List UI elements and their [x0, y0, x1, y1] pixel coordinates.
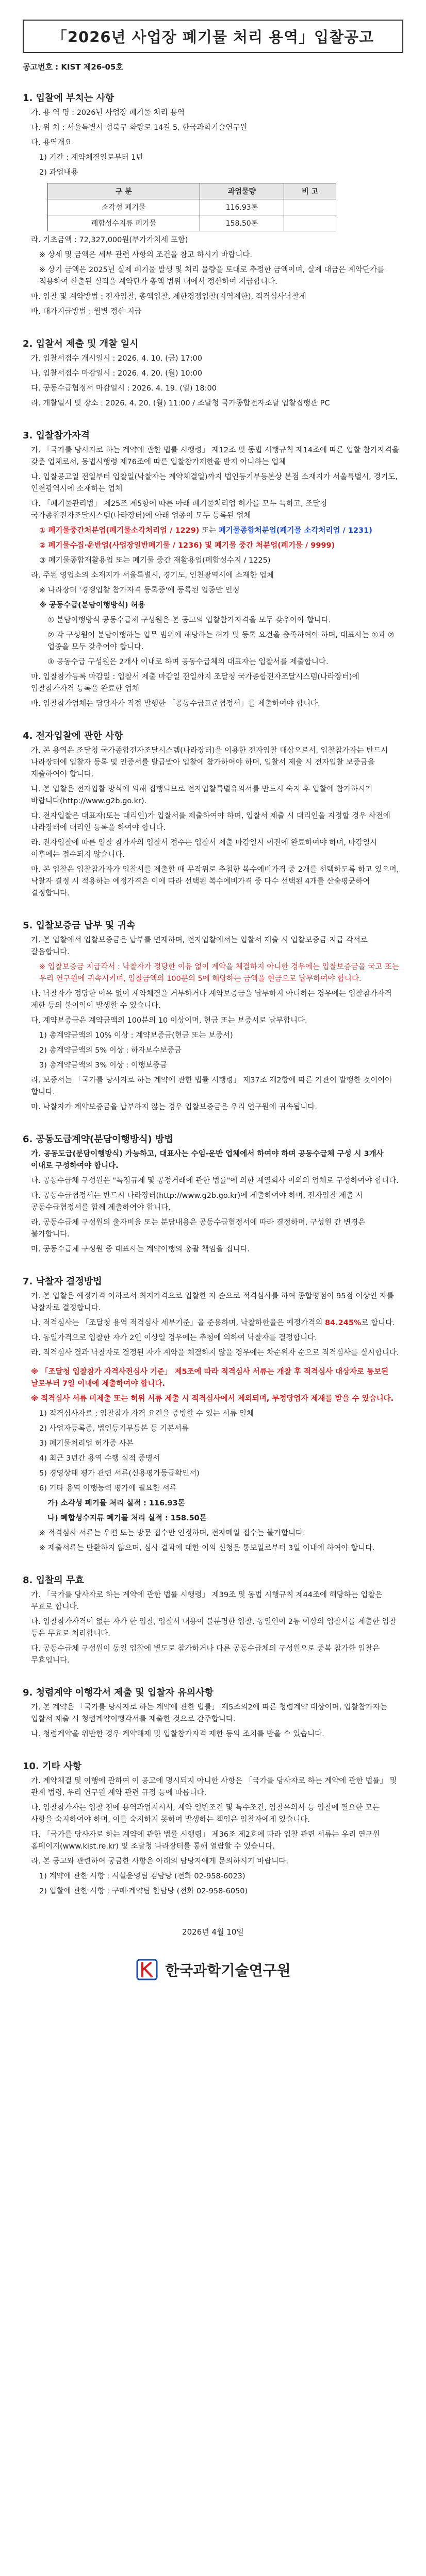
- award-item: 다. 동일가격으로 입찰한 자가 2인 이상일 경우에는 추첨에 의하여 낙찰자를 결정합니다.: [31, 1334, 317, 1342]
- location: 나. 위 치 : 서울특별시 성북구 화랑로 14길 5, 한국과학기술연구원: [31, 124, 248, 132]
- schedule-item: 가. 입찰서접수 개시일시 : 2026. 4. 10. (금) 17:00: [31, 354, 202, 363]
- section-title-2: 2. 입찰서 제출 및 개찰 일시: [23, 338, 139, 349]
- deposit-note: ※ 입찰보증금 지급각서 : 낙찰자가 정당한 이유 없이 계약을 체결하지 아니한 경우에는 입찰보증금을 국고 또는 우리 연구원에 귀속시키며, 입찰금액의 100분의 5에 해당하는 금액을 현금으로 납부하여야 합니다.: [39, 963, 399, 983]
- integrity-item: 나. 청렴계약을 위반한 경우 계약해제 및 입찰참가자격 제한 등의 조치를 받을 수 있습니다.: [31, 1730, 324, 1738]
- deposit-subitem: 1) 총계약금액의 10% 이상 : 계약보증금(현금 또는 보증서): [39, 1031, 233, 1040]
- screening-doc: 2) 사업자등록증, 법인등기부등본 등 기본서류: [39, 1425, 189, 1433]
- license-or: 또는: [202, 527, 217, 535]
- notice-date: 2026년 4월 10일: [182, 1927, 244, 1937]
- screening-note: ※ 「조달청 입찰참가 자격사전심사 기준」 제5조에 따라 적격심사 서류는 개찰 후 적격심사 대상자로 통보된 날로부터 7일 이내에 제출하여야 합니다.: [31, 1368, 389, 1388]
- section-title-8: 8. 입찰의 무효: [23, 1575, 84, 1586]
- qualification-item: 마. 입찰참가등록 마감일 : 입찰서 제출 마감일 전일까지 조달청 국가종합전자조달시스템(나라장터)에 입찰참가자격 등록을 완료한 업체: [31, 673, 359, 693]
- table-row: [48, 199, 336, 215]
- other-item: 나. 입찰참가자는 입찰 전에 용역과업지시서, 계약 일반조건 및 특수조건, 입찰유의서 등 입찰에 필요한 모든 사항을 숙지하여야 하며, 이를 숙지하지 못하여 발생하는 책임은 입찰자에게 있습니다.: [31, 1804, 380, 1824]
- section-title-6: 6. 공동도급계약(분담이행방식) 방법: [23, 1134, 173, 1145]
- kist-logo-icon: [135, 1958, 159, 1981]
- screening-note: ※ 제출서류는 반환하지 않으며, 심사 결과에 대한 이의 신청은 통보일로부터 3일 이내에 하여야 합니다.: [39, 1544, 375, 1552]
- table-header: 구 분: [48, 183, 200, 199]
- base-amount: 라. 기초금액 : 72,327,000원(부가가치세 포함): [31, 236, 188, 244]
- deposit-item: 마. 낙찰자가 계약보증금을 납부하지 않는 경우 입찰보증금은 우리 연구원에 귀속됩니다.: [31, 1103, 317, 1111]
- award-rate-tail: 로 합니다.: [361, 1319, 395, 1327]
- invalid-bid-item: 가. 「국가를 당사자로 하는 계약에 관한 법률 시행령」 제39조 및 동법 시행규칙 제44조에 해당하는 입찰은 무효로 합니다.: [31, 1591, 383, 1611]
- joint-contract-item: 라. 공동수급체 구성원의 출자비율 또는 분담내용은 공동수급협정서에 따라 결정하며, 구성원 간 변경은 불가합니다.: [31, 1218, 366, 1239]
- joint-contract-item: 가. 공동도급(분담이행방식) 가능하고, 대표사는 수임·운반 업체에서 하여야 하며 공동수급체 구성 시 3개사 이내로 구성하여야 합니다.: [31, 1150, 384, 1170]
- table-header: 비 고: [284, 183, 336, 199]
- award-rate: 84.245%: [324, 1319, 362, 1327]
- table-row: [48, 215, 336, 231]
- section-title-5: 5. 입찰보증금 납부 및 귀속: [23, 920, 136, 931]
- note: ① 분담이행방식 공동수급체 구성원은 본 공고의 입찰참가자격을 모두 갖추어야 합니다.: [47, 616, 331, 624]
- other-item: 가. 계약체결 및 이행에 관하여 이 공고에 명시되지 아니한 사항은 「국가를 당사자로 하는 계약에 관한 법률」 및 관계 법령, 우리 연구원 계약 관련 규정 등에 따릅니다.: [31, 1777, 397, 1797]
- section-title-4: 4. 전자입찰에 관한 사항: [23, 731, 123, 741]
- table-cell: [284, 215, 336, 231]
- screening-doc: 6) 기타 용역 이행능력 평가에 필요한 서류: [39, 1484, 177, 1493]
- footer: [23, 1958, 403, 1981]
- section-title-3: 3. 입찰참가자격: [23, 430, 90, 441]
- notice-title: 「2026년 사업장 폐기물 처리 용역」입찰공고: [23, 20, 403, 53]
- screening-note: ※ 적격심사 서류는 우편 또는 방문 접수만 인정하며, 전자메일 접수는 불가합니다.: [39, 1529, 305, 1537]
- screening-volume: 가) 소각성 폐기물 처리 실적 : 116.93톤: [47, 1499, 185, 1507]
- joint-contract-item: 마. 공동수급체 구성원 중 대표사는 계약이행의 총괄 책임을 집니다.: [31, 1245, 250, 1253]
- screening-doc: 1) 적격심사자료 : 입찰참가 자격 요건을 증빙할 수 있는 서류 일체: [39, 1410, 254, 1418]
- table-cell: [284, 199, 336, 215]
- schedule-item: 라. 개찰일시 및 장소 : 2026. 4. 20. (월) 11:00 / 조달청 국가종합전자조달 입찰집행관 PC: [31, 399, 330, 408]
- schedule-item: 다. 공동수급협정서 마감일시 : 2026. 4. 19. (일) 18:00: [31, 384, 217, 393]
- license-item: ② 폐기물수집·운반업(사업장일반폐기물 / 1236) 및 폐기물 중간 처분업(폐기물 / 9999): [39, 541, 335, 550]
- other-item: 라. 본 공고와 관련하여 궁금한 사항은 아래의 담당자에게 문의하시기 바랍니다.: [31, 1857, 288, 1866]
- service-overview: 다. 용역개요: [31, 139, 72, 147]
- e-bid-item: 나. 본 입찰은 전자입찰 방식에 의해 집행되므로 전자입찰특별유의서를 반드시 숙지 후 입찰에 참가하시기 바랍니다(http://www.g2b.go.kr).: [31, 785, 373, 805]
- table-cell: 116.93톤: [200, 199, 284, 215]
- contract-method: 마. 입찰 및 계약방법 : 전자입찰, 총액입찰, 제한경쟁입찰(지역제한), 적격심사낙찰제: [31, 293, 306, 301]
- contact-item: 2) 입찰에 관한 사항 : 구매·계약팀 한담당 (전화 02-958-6050): [39, 1887, 248, 1895]
- table-cell: 폐합성수지류 폐기물: [48, 215, 200, 231]
- joint-contract-item: 나. 공동수급체 구성원은 "독점규제 및 공정거래에 관한 법률"에 의한 계열회사 이외의 업체로 구성하여야 합니다.: [31, 1177, 399, 1185]
- section-title-10: 10. 기타 사항: [23, 1761, 81, 1772]
- integrity-item: 가. 본 계약은 「국가를 당사자로 하는 계약에 관한 법률」 제5조의2에 따른 청렴계약 대상이며, 입찰참가자는 입찰서 제출 시 청렴계약이행각서를 제출한 것으로 간주합니다.: [31, 1703, 387, 1723]
- award-item: [23, 1317, 403, 1329]
- note: ② 각 구성원이 분담이행하는 업무 범위에 해당하는 허가 및 등록 요건을 충족하여야 하며, 대표사는 ①과 ② 업종을 모두 갖추어야 합니다.: [47, 631, 395, 651]
- screening-doc: 3) 폐기물처리업 허가증 사본: [39, 1439, 134, 1448]
- screening-volume: 나) 폐합성수지류 폐기물 처리 실적 : 158.50톤: [47, 1514, 207, 1522]
- notice-page: [0, 20, 426, 2576]
- section-title-1: 1. 입찰에 부치는 사항: [23, 93, 114, 104]
- section-title-9: 9. 청렴계약 이행각서 제출 및 입찰자 유의사항: [23, 1687, 214, 1698]
- table-cell: 158.50톤: [200, 215, 284, 231]
- license-red: ① 폐기물중간처분업(폐기물소각처리업 / 1229): [39, 527, 200, 535]
- e-bid-item: 가. 본 용역은 조달청 국가종합전자조달시스템(나라장터)을 이용한 전자입찰 대상으로서, 입찰참가자는 반드시 나라장터에 입찰자 등록 및 인증서를 발급받아 입찰에 참가하여야 하며, 입찰서 제출 시 전자입찰 보증금을 제출하여야 합니다.: [31, 747, 388, 778]
- screening-doc: 5) 경영상태 평가 관련 서류(신용평가등급확인서): [39, 1469, 200, 1478]
- invalid-bid-item: 다. 공동수급체 구성원이 동일 입찰에 별도로 참가하거나 다른 공동수급체의 구성원으로 중복 참가한 입찰은 무효입니다.: [31, 1645, 380, 1665]
- payment-method: 바. 대가지급방법 : 월별 정산 지급: [31, 308, 142, 316]
- deposit-item: 다. 계약보증금은 계약금액의 100분의 10 이상이며, 현금 또는 보증서로 납부합니다.: [31, 1016, 307, 1025]
- note: ※ 상세 및 금액은 세부 관련 사항의 조건을 참고 하시기 바랍니다.: [39, 251, 253, 259]
- note: ※ 상기 금액은 2025년 실제 폐기물 발생 및 처리 물량을 토대로 추정한 금액이며, 실제 대금은 계약단가를 적용하여 산출된 실적을 계약단가 총액 범위 내에서 정산하여 지급합니다.: [39, 266, 385, 286]
- e-bid-item: 마. 본 입찰은 입찰참가자가 입찰서를 제출할 때 무작위로 추첨한 복수예비가격 중 2개를 선택하도록 하고 있으며, 낙찰자 결정 시 적용하는 예정가격은 이에 따라 선택된 복수예비가격 중 다수 선택된 4개를 산술평균하여 결정합니다.: [31, 866, 399, 897]
- task-volume-table: [47, 183, 336, 231]
- e-bid-item: 라. 전자입찰에 따른 입찰 참가자의 입찰서 접수는 입찰서 제출 마감일시 이전에 완료하여야 하며, 마감일시 이후에는 접수되지 않습니다.: [31, 839, 378, 859]
- service-period: 1) 기간 : 계약체결일로부터 1년: [39, 154, 143, 162]
- note: ※ 나라장터 '경쟁입찰 참가자격 등록증'에 등록된 업종만 인정: [39, 586, 240, 595]
- other-item: 다. 「국가를 당사자로 하는 계약에 관한 법률 시행령」 제36조 제2호에 따라 입찰 관련 서류는 우리 연구원 홈페이지(www.kist.re.kr) 및 조달청 나라장터를 통해 열람할 수 있습니다.: [31, 1831, 380, 1851]
- section-title-7: 7. 낙찰자 결정방법: [23, 1276, 102, 1287]
- notice-number: 공고번호 : KIST 제26-05호: [23, 62, 123, 72]
- service-name: 가. 용 역 명 : 2026년 사업장 폐기물 처리 용역: [31, 109, 185, 117]
- deposit-item: 나. 낙찰자가 정당한 이유 없이 계약체결을 거부하거나 계약보증금을 납부하지 아니하는 경우에는 입찰참가자격 제한 등의 불이익이 발생할 수 있습니다.: [31, 990, 392, 1010]
- task-contents: 2) 과업내용: [39, 168, 78, 177]
- deposit-item: 가. 본 입찰에서 입찰보증금은 납부를 면제하며, 전자입찰에서는 입찰서 제출 시 입찰보증금 지급 각서로 갈음합니다.: [31, 936, 368, 956]
- deposit-subitem: 3) 총계약금액의 3% 이상 : 이행보증금: [39, 1061, 167, 1070]
- qualification-item: 바. 입찰참가업체는 담당자가 직접 발행한 「공동수급표준협정서」를 제출하여야 합니다.: [31, 700, 320, 708]
- contact-item: 1) 계약에 관한 사항 : 시설운영팀 김담당 (전화 02-958-6023): [39, 1872, 245, 1880]
- qualification-item: 라. 주된 영업소의 소재지가 서울특별시, 경기도, 인천광역시에 소재한 업체: [31, 571, 274, 580]
- award-rate-text: 나. 적격심사는 「조달청 용역 적격심사 세부기준」을 준용하며, 낙찰하한율은 예정가격의: [31, 1319, 323, 1327]
- license-item: ③ 폐기물종합재활용업 또는 폐기물 중간 재활용업(폐합성수지 / 1225): [39, 556, 271, 565]
- table-cell: 소각성 폐기물: [48, 199, 200, 215]
- license-blue: 폐기물종합처분업(폐기물 소각처리업 / 1231): [218, 527, 372, 535]
- award-item: 라. 적격심사 결과 낙찰자로 결정된 자가 계약을 체결하지 않을 경우에는 차순위자 순으로 적격심사를 실시합니다.: [31, 1349, 399, 1357]
- deposit-item: 라. 보증서는 「국가를 당사자로 하는 계약에 관한 법률 시행령」 제37조 제2항에 따른 기관이 발행한 것이어야 합니다.: [31, 1076, 392, 1096]
- screening-note: ※ 적격심사 서류 미제출 또는 허위 서류 제출 시 적격심사에서 제외되며, 부정당업자 제재를 받을 수 있습니다.: [31, 1395, 394, 1403]
- qualification-item: 나. 입찰공고일 전일부터 입찰일(낙찰자는 계약체결일)까지 법인등기부등본상 본점 소재지가 서울특별시, 경기도, 인천광역시에 소재하는 업체: [31, 473, 398, 493]
- award-item: 가. 본 입찰은 예정가격 이하로서 최저가격으로 입찰한 자 순으로 적격심사를 하여 종합평점이 95점 이상인 자를 낙찰자로 결정합니다.: [31, 1292, 394, 1312]
- license-item: [23, 525, 403, 537]
- invalid-bid-item: 나. 입찰참가자격이 없는 자가 한 입찰, 입찰서 내용이 불분명한 입찰, 동일인이 2통 이상의 입찰서를 제출한 입찰 등은 무효로 처리합니다.: [31, 1618, 397, 1638]
- qualification-item: 가. 「국가를 당사자로 하는 계약에 관한 법률 시행령」 제12조 및 동법 시행규칙 제14조에 따른 입찰 참가자격을 갖춘 업체로서, 동법시행령 제76조에 따른 입찰참가제한을 받지 아니하는 업체: [31, 446, 399, 466]
- screening-doc: 4) 최근 3년간 용역 수행 실적 증명서: [39, 1454, 160, 1463]
- organization-name: 한국과학기술연구원: [165, 1962, 291, 1979]
- note: ※ 공동수급(분담이행방식) 허용: [39, 601, 145, 609]
- qualification-item: 다. 「폐기물관리법」 제25조 제5항에 따른 아래 폐기물처리업 허가를 모두 득하고, 조달청 국가종합전자조달시스템(나라장터)에 아래 업종이 모두 등록된 업체: [31, 500, 327, 520]
- note: ③ 공동수급 구성원은 2개사 이내로 하며 공동수급체의 대표자는 입찰서를 제출합니다.: [47, 658, 329, 666]
- deposit-subitem: 2) 총계약금액의 5% 이상 : 하자보수보증금: [39, 1046, 182, 1055]
- table-header: 과업물량: [200, 183, 284, 199]
- schedule-item: 나. 입찰서접수 마감일시 : 2026. 4. 20. (월) 10:00: [31, 369, 202, 378]
- e-bid-item: 다. 전자입찰은 대표자(또는 대리인)가 입찰서를 제출하여야 하며, 입찰서 제출 시 대리인을 지정할 경우 사전에 나라장터에 대리인 등록을 하여야 합니다.: [31, 812, 390, 832]
- joint-contract-item: 다. 공동수급협정서는 반드시 나라장터(http://www.g2b.go.kr)에 제출하여야 하며, 전자입찰 제출 시 공동수급협정서를 함께 제출하여야 합니다.: [31, 1192, 363, 1212]
